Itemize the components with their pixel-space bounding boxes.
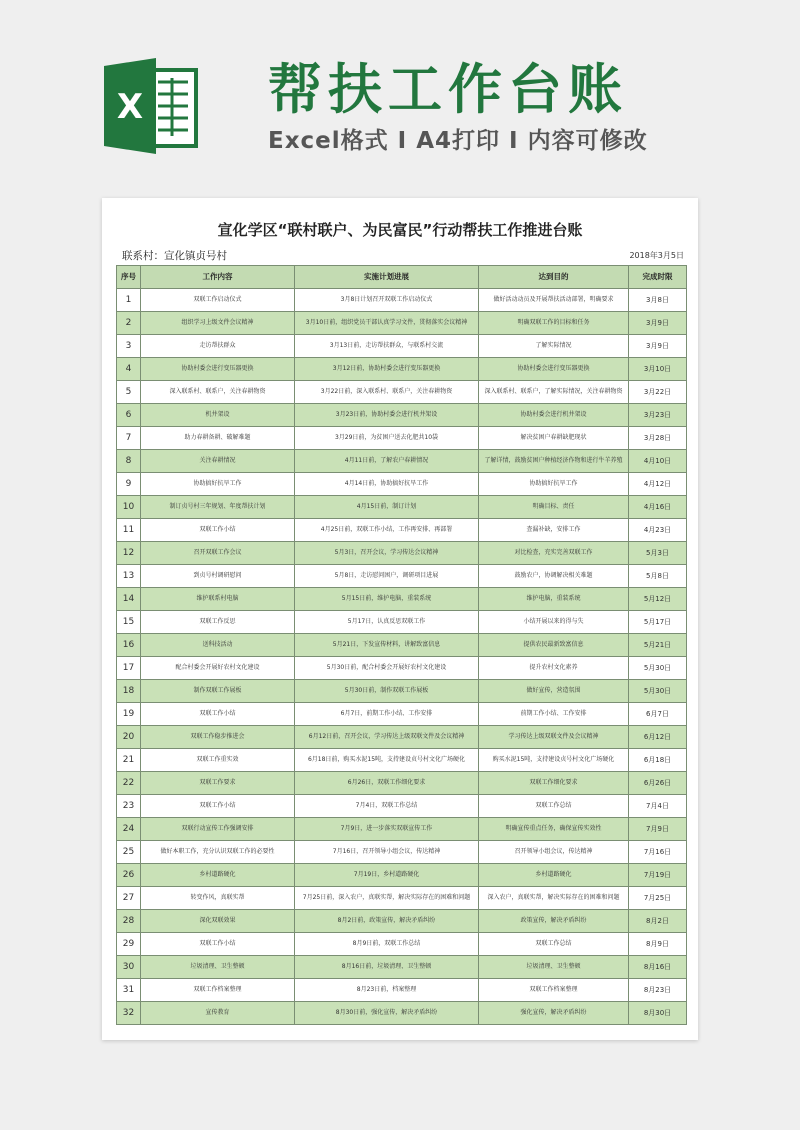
deadline-cell: 4月12日 — [629, 473, 687, 496]
table-row — [117, 634, 687, 657]
table-row — [117, 795, 687, 818]
plan-progress-cell: 5月30日前，配合村委会开展好农村文化建设 — [295, 657, 479, 680]
plan-progress-cell: 5月15日前，维护电脑，重装系统 — [295, 588, 479, 611]
row-number-cell: 23 — [117, 795, 141, 818]
plan-progress-cell: 4月11日前，了解农户春耕情况 — [295, 450, 479, 473]
deadline-cell: 6月12日 — [629, 726, 687, 749]
goal-cell: 提升农村文化素养 — [479, 657, 629, 680]
plan-progress-cell: 5月30日前，制作双联工作展板 — [295, 680, 479, 703]
work-content-cell: 宣传教育 — [141, 1002, 295, 1025]
work-content-cell: 关注春耕情况 — [141, 450, 295, 473]
goal-cell: 双联工作档案整理 — [479, 979, 629, 1002]
deadline-cell: 8月30日 — [629, 1002, 687, 1025]
plan-progress-cell: 7月25日前，深入农户，真联实帮，解决实际存在的困难和问题 — [295, 887, 479, 910]
row-number-cell: 2 — [117, 312, 141, 335]
column-header-work: 工作内容 — [141, 266, 295, 289]
table-row — [117, 933, 687, 956]
plan-progress-cell: 8月9日前，双联工作总结 — [295, 933, 479, 956]
deadline-cell: 6月26日 — [629, 772, 687, 795]
goal-cell: 学习传达上级双联文件及会议精神 — [479, 726, 629, 749]
table-row — [117, 611, 687, 634]
row-number-cell: 7 — [117, 427, 141, 450]
goal-cell: 协助搞好抗旱工作 — [479, 473, 629, 496]
work-content-cell: 走访帮扶群众 — [141, 335, 295, 358]
table-row — [117, 841, 687, 864]
deadline-cell: 4月10日 — [629, 450, 687, 473]
goal-cell: 召开领导小组会议，传达精神 — [479, 841, 629, 864]
work-content-cell: 双联工作重实效 — [141, 749, 295, 772]
deadline-cell: 5月21日 — [629, 634, 687, 657]
work-content-cell: 双联工作反思 — [141, 611, 295, 634]
work-content-cell: 乡村道路硬化 — [141, 864, 295, 887]
row-number-cell: 27 — [117, 887, 141, 910]
plan-progress-cell: 8月16日前，垃圾清理、卫生整顿 — [295, 956, 479, 979]
goal-cell: 做好宣传，营造氛围 — [479, 680, 629, 703]
plan-progress-cell: 3月22日前，深入联系村、联系户，关注春耕物资 — [295, 381, 479, 404]
excel-logo-icon — [100, 56, 200, 156]
banner-title: 帮扶工作台账 — [268, 58, 628, 121]
plan-progress-cell: 8月2日前，政策宣传，解决矛盾纠纷 — [295, 910, 479, 933]
deadline-cell: 8月9日 — [629, 933, 687, 956]
goal-cell: 查漏补缺，安排工作 — [479, 519, 629, 542]
row-number-cell: 18 — [117, 680, 141, 703]
sheet-date: 2018年3月5日 — [629, 251, 684, 260]
sheet-title: 宣化学区“联村联户、为民富民”行动帮扶工作推进台账 — [217, 221, 583, 239]
deadline-cell: 6月18日 — [629, 749, 687, 772]
plan-progress-cell: 7月19日，乡村道路硬化 — [295, 864, 479, 887]
goal-cell: 深入农户，真联实帮，解决实际存在的困难和问题 — [479, 887, 629, 910]
deadline-cell: 3月9日 — [629, 335, 687, 358]
deadline-cell: 7月4日 — [629, 795, 687, 818]
row-number-cell: 30 — [117, 956, 141, 979]
work-content-cell: 送科技活动 — [141, 634, 295, 657]
goal-cell: 了解详情，鼓励贫困户种植经济作物和进行牛羊养殖 — [479, 450, 629, 473]
work-content-cell: 协助村委会进行变压器更换 — [141, 358, 295, 381]
work-content-cell: 双联工作档案整理 — [141, 979, 295, 1002]
deadline-cell: 5月30日 — [629, 657, 687, 680]
row-number-cell: 1 — [117, 289, 141, 312]
goal-cell: 双联工作总结 — [479, 795, 629, 818]
goal-cell: 明确宣传重点任务，确保宣传实效性 — [479, 818, 629, 841]
deadline-cell: 4月23日 — [629, 519, 687, 542]
deadline-cell: 5月3日 — [629, 542, 687, 565]
goal-cell: 明确目标、责任 — [479, 496, 629, 519]
work-content-cell: 制作双联工作展板 — [141, 680, 295, 703]
deadline-cell: 3月9日 — [629, 312, 687, 335]
plan-progress-cell: 3月23日前，协助村委会进行机井架设 — [295, 404, 479, 427]
work-content-cell: 召开双联工作会议 — [141, 542, 295, 565]
work-content-cell: 维护联系村电脑 — [141, 588, 295, 611]
plan-progress-cell: 4月14日前，协助搞好抗旱工作 — [295, 473, 479, 496]
row-number-cell: 20 — [117, 726, 141, 749]
row-number-cell: 31 — [117, 979, 141, 1002]
header-row — [117, 266, 687, 289]
column-header-no: 序号 — [117, 266, 141, 289]
deadline-cell: 7月19日 — [629, 864, 687, 887]
table-row — [117, 956, 687, 979]
row-number-cell: 16 — [117, 634, 141, 657]
goal-cell: 提供农民最新致富信息 — [479, 634, 629, 657]
deadline-cell: 3月28日 — [629, 427, 687, 450]
deadline-cell: 7月16日 — [629, 841, 687, 864]
goal-cell: 前期工作小结、工作安排 — [479, 703, 629, 726]
goal-cell: 强化宣传，解决矛盾纠纷 — [479, 1002, 629, 1025]
work-content-cell: 双联工作小结 — [141, 519, 295, 542]
plan-progress-cell: 3月12日前，协助村委会进行变压器更换 — [295, 358, 479, 381]
table-row — [117, 565, 687, 588]
deadline-cell: 3月10日 — [629, 358, 687, 381]
plan-progress-cell: 7月9日，进一步落实双联宣传工作 — [295, 818, 479, 841]
plan-progress-cell: 3月10日前，组织党员干部认真学习文件，贯彻落实会议精神 — [295, 312, 479, 335]
table-row — [117, 818, 687, 841]
table-row — [117, 381, 687, 404]
goal-cell: 做好活动动员及开展帮扶活动部署，明确要求 — [479, 289, 629, 312]
row-number-cell: 5 — [117, 381, 141, 404]
goal-cell: 双联工作总结 — [479, 933, 629, 956]
table-row — [117, 358, 687, 381]
row-number-cell: 29 — [117, 933, 141, 956]
row-number-cell: 32 — [117, 1002, 141, 1025]
table-row — [117, 910, 687, 933]
work-content-cell: 垃圾清理、卫生整顿 — [141, 956, 295, 979]
table-row — [117, 887, 687, 910]
row-number-cell: 14 — [117, 588, 141, 611]
table-row — [117, 680, 687, 703]
table-row — [117, 473, 687, 496]
work-content-cell: 助力春耕备耕、破解难题 — [141, 427, 295, 450]
table-row — [117, 335, 687, 358]
goal-cell: 双联工作细化要求 — [479, 772, 629, 795]
deadline-cell: 7月25日 — [629, 887, 687, 910]
goal-cell: 协助村委会进行变压器更换 — [479, 358, 629, 381]
ledger-table — [116, 265, 687, 1025]
goal-cell: 维护电脑，重装系统 — [479, 588, 629, 611]
goal-cell: 政策宣传，解决矛盾纠纷 — [479, 910, 629, 933]
table-row — [117, 979, 687, 1002]
work-content-cell: 到贞号村调研慰问 — [141, 565, 295, 588]
work-content-cell: 协助搞好抗旱工作 — [141, 473, 295, 496]
row-number-cell: 21 — [117, 749, 141, 772]
deadline-cell: 4月16日 — [629, 496, 687, 519]
work-content-cell: 转变作风，真联实帮 — [141, 887, 295, 910]
table-row — [117, 726, 687, 749]
table-row — [117, 312, 687, 335]
plan-progress-cell: 5月17日，认真反思双联工作 — [295, 611, 479, 634]
row-number-cell: 11 — [117, 519, 141, 542]
banner — [0, 0, 800, 195]
plan-progress-cell: 6月26日，双联工作细化要求 — [295, 772, 479, 795]
work-content-cell: 双联行动宣传工作强调安排 — [141, 818, 295, 841]
table-row — [117, 703, 687, 726]
plan-progress-cell: 7月4日，双联工作总结 — [295, 795, 479, 818]
plan-progress-cell: 8月23日前，档案整理 — [295, 979, 479, 1002]
column-header-plan: 实施计划进展 — [295, 266, 479, 289]
plan-progress-cell: 7月16日，召开领导小组会议，传达精神 — [295, 841, 479, 864]
work-content-cell: 制订贞号村三年规划、年度帮扶计划 — [141, 496, 295, 519]
table-row — [117, 404, 687, 427]
work-content-cell: 双联工作启动仪式 — [141, 289, 295, 312]
deadline-cell: 3月23日 — [629, 404, 687, 427]
contact-village: 联系村：宣化镇贞号村 — [122, 250, 227, 262]
plan-progress-cell: 6月18日前，购买水泥15吨，支持建设贞号村文化广场硬化 — [295, 749, 479, 772]
row-number-cell: 15 — [117, 611, 141, 634]
work-content-cell: 深化双联效果 — [141, 910, 295, 933]
plan-progress-cell: 5月8日，走访慰问困户，调研项目进展 — [295, 565, 479, 588]
spreadsheet-preview — [102, 198, 698, 1040]
row-number-cell: 10 — [117, 496, 141, 519]
goal-cell: 小结开展以来的得与失 — [479, 611, 629, 634]
row-number-cell: 4 — [117, 358, 141, 381]
work-content-cell: 机井架设 — [141, 404, 295, 427]
row-number-cell: 9 — [117, 473, 141, 496]
goal-cell: 解决贫困户春耕缺肥现状 — [479, 427, 629, 450]
work-content-cell: 配合村委会开展好农村文化建设 — [141, 657, 295, 680]
goal-cell: 深入联系村、联系户，了解实际情况，关注春耕物资 — [479, 381, 629, 404]
deadline-cell: 7月9日 — [629, 818, 687, 841]
work-content-cell: 双联工作稳步推进会 — [141, 726, 295, 749]
goal-cell: 明确双联工作的目标和任务 — [479, 312, 629, 335]
ledger-body — [117, 289, 687, 1025]
table-row — [117, 749, 687, 772]
row-number-cell: 24 — [117, 818, 141, 841]
work-content-cell: 深入联系村、联系户，关注春耕物资 — [141, 381, 295, 404]
table-row — [117, 1002, 687, 1025]
plan-progress-cell: 3月13日前，走访帮扶群众，与联系村交流 — [295, 335, 479, 358]
plan-progress-cell: 4月25日前，双联工作小结，工作再安排、再部署 — [295, 519, 479, 542]
row-number-cell: 3 — [117, 335, 141, 358]
row-number-cell: 28 — [117, 910, 141, 933]
table-row — [117, 450, 687, 473]
deadline-cell: 3月22日 — [629, 381, 687, 404]
table-row — [117, 657, 687, 680]
table-row — [117, 542, 687, 565]
goal-cell: 垃圾清理、卫生整顿 — [479, 956, 629, 979]
table-row — [117, 427, 687, 450]
work-content-cell: 双联工作小结 — [141, 703, 295, 726]
table-row — [117, 588, 687, 611]
plan-progress-cell: 6月12日前，召开会议，学习传达上级双联文件及会议精神 — [295, 726, 479, 749]
deadline-cell: 8月2日 — [629, 910, 687, 933]
deadline-cell: 5月17日 — [629, 611, 687, 634]
plan-progress-cell: 5月21日，下发宣传材料，讲解致富信息 — [295, 634, 479, 657]
column-header-goal: 达到目的 — [479, 266, 629, 289]
row-number-cell: 6 — [117, 404, 141, 427]
table-row — [117, 496, 687, 519]
column-header-deadline: 完成时限 — [629, 266, 687, 289]
row-number-cell: 12 — [117, 542, 141, 565]
row-number-cell: 8 — [117, 450, 141, 473]
goal-cell: 协助村委会进行机井架设 — [479, 404, 629, 427]
row-number-cell: 26 — [117, 864, 141, 887]
deadline-cell: 8月23日 — [629, 979, 687, 1002]
goal-cell: 对比检查，充实完善双联工作 — [479, 542, 629, 565]
work-content-cell: 做好本职工作，充分认识双联工作的必要性 — [141, 841, 295, 864]
row-number-cell: 22 — [117, 772, 141, 795]
table-row — [117, 519, 687, 542]
logo-letter: X — [116, 87, 144, 127]
table-row — [117, 772, 687, 795]
deadline-cell: 6月7日 — [629, 703, 687, 726]
plan-progress-cell: 4月15日前，制订计划 — [295, 496, 479, 519]
plan-progress-cell: 5月3日，召开会议，学习传达会议精神 — [295, 542, 479, 565]
plan-progress-cell: 6月7日，前期工作小结、工作安排 — [295, 703, 479, 726]
goal-cell: 乡村道路硬化 — [479, 864, 629, 887]
plan-progress-cell: 8月30日前，强化宣传，解决矛盾纠纷 — [295, 1002, 479, 1025]
row-number-cell: 25 — [117, 841, 141, 864]
goal-cell: 购买水泥15吨，支持建设贞号村文化广场硬化 — [479, 749, 629, 772]
work-content-cell: 双联工作要求 — [141, 772, 295, 795]
work-content-cell: 双联工作小结 — [141, 933, 295, 956]
work-content-cell: 组织学习上级文件会议精神 — [141, 312, 295, 335]
deadline-cell: 3月8日 — [629, 289, 687, 312]
deadline-cell: 5月8日 — [629, 565, 687, 588]
deadline-cell: 5月12日 — [629, 588, 687, 611]
plan-progress-cell: 3月8日计划召开双联工作启动仪式 — [295, 289, 479, 312]
table-row — [117, 289, 687, 312]
row-number-cell: 17 — [117, 657, 141, 680]
banner-subtitle: Excel格式 I A4打印 I 内容可修改 — [268, 128, 648, 154]
goal-cell: 了解实际情况 — [479, 335, 629, 358]
row-number-cell: 13 — [117, 565, 141, 588]
table-row — [117, 864, 687, 887]
plan-progress-cell: 3月29日前，为贫困户送去化肥共10袋 — [295, 427, 479, 450]
goal-cell: 鼓励农户，协调解决相关难题 — [479, 565, 629, 588]
deadline-cell: 5月30日 — [629, 680, 687, 703]
work-content-cell: 双联工作小结 — [141, 795, 295, 818]
deadline-cell: 8月16日 — [629, 956, 687, 979]
row-number-cell: 19 — [117, 703, 141, 726]
